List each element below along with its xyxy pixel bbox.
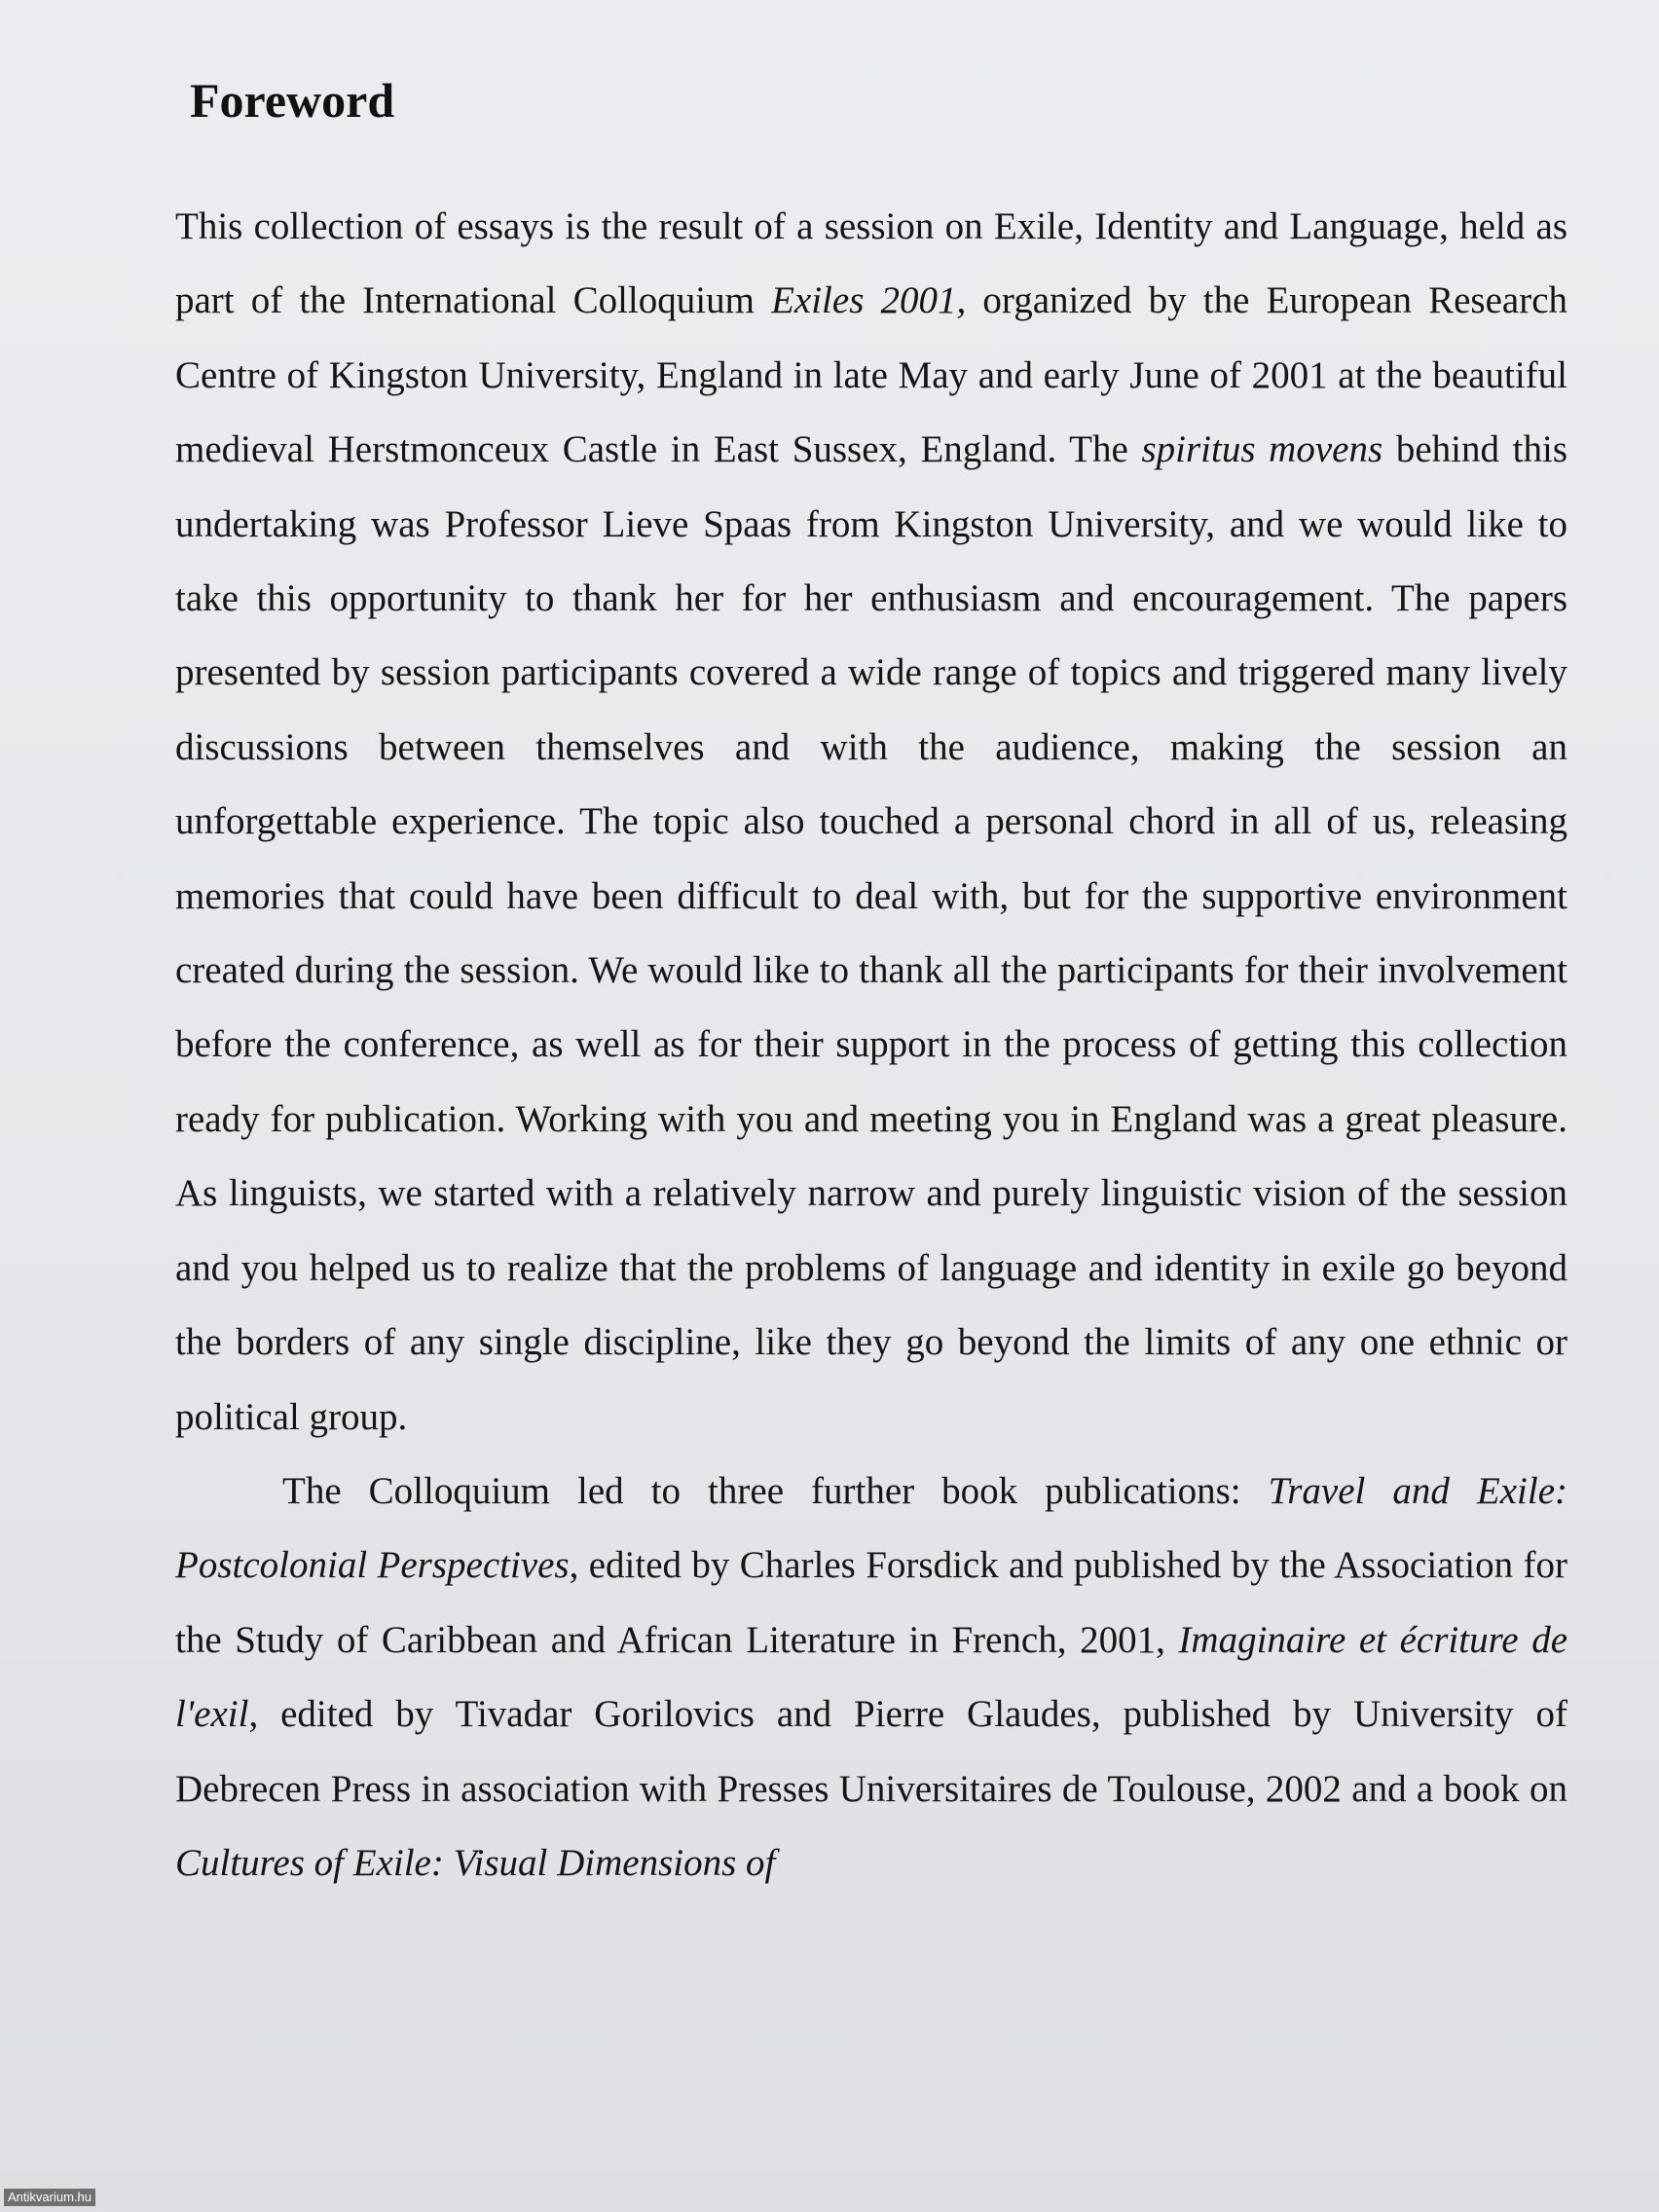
- paragraph-1: [175, 190, 1567, 1455]
- p1-italic-spiritus-movens: spiritus movens: [1141, 428, 1383, 471]
- p2-text-2: , edited by Charles Forsdick and published by the Association for the Study of Caribbean and African Literature in French, 2001,: [175, 1544, 1567, 1661]
- p1-italic-exiles-2001: Exiles 2001,: [771, 279, 967, 322]
- paragraph-2: [175, 1455, 1567, 1900]
- p2-italic-imaginaire: Imaginaire et écriture de l'exil: [175, 1618, 1568, 1736]
- page-title: Foreword: [190, 73, 395, 128]
- p1-text-3: behind this undertaking was Professor Lieve Spaas from Kingston University, and we would like to take this opportunity to thank her for her enthusiasm and encouragement. The papers presented by session participants covered a wide range of topics and triggered many lively discussions between themselves and with the audience, making the session an unforgettable experience. The topic also touched a personal chord in all of us, releasing memories that could have been difficult to deal with, but for the supportive environment created during the session. We would like to thank all the participants for their involvement before the conference, as well as for their support in the process of getting this collection ready for publication. Working with you and meeting you in England was a great pleasure. As linguists, we started with a relatively narrow and purely linguistic vision of the session and you helped us to realize that the problems of language and identity in exile go beyond the borders of any single discipline, like they go beyond the limits of any one ethnic or political group.: [175, 428, 1567, 1438]
- foreword-body: [175, 190, 1567, 1900]
- p1-text-1: This collection of essays is the result of a session on Exile, Identity and Language, held as part of the International Colloquium: [175, 205, 1567, 322]
- p2-text-3: , edited by Tivadar Gorilovics and Pierre Glaudes, published by University of Debrecen Press in association with Presses Universitaires de Toulouse, 2002 and a book on: [175, 1693, 1567, 1810]
- p2-italic-travel-and-exile: Travel and Exile: Postcolonial Perspectives: [175, 1469, 1567, 1587]
- p2-text-1: The Colloquium led to three further book publications:: [282, 1469, 1269, 1512]
- watermark: Antikvarium.hu: [4, 2189, 95, 2206]
- p2-italic-cultures-of-exile: Cultures of Exile: Visual Dimensions of: [175, 1841, 776, 1884]
- p1-text-2: organized by the European Research Centre of Kingston University, England in late May and early June of 2001 at the beautiful medieval Herstmonceux Castle in East Sussex, England. The: [175, 279, 1568, 471]
